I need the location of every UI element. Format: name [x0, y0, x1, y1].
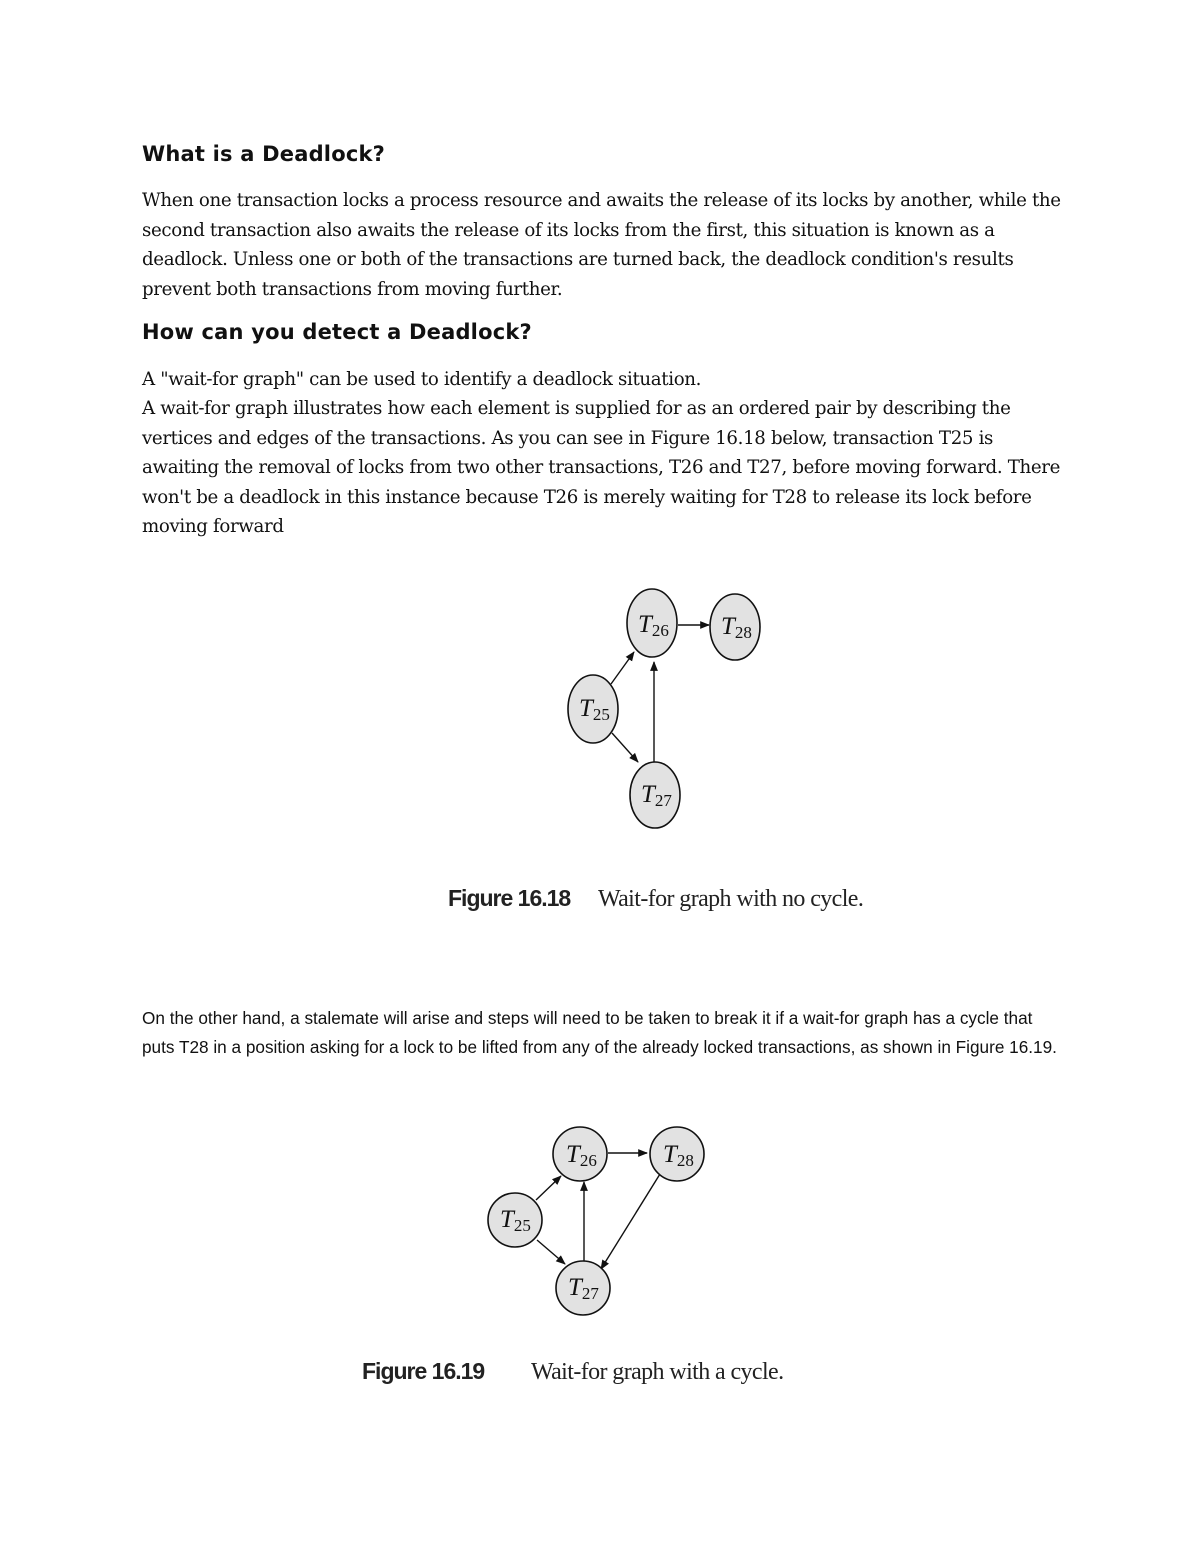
node-label-letter: T: [568, 1274, 582, 1301]
node-label-letter: T: [579, 695, 593, 722]
figure-caption-text: Wait-for graph with a cycle.: [531, 1359, 784, 1385]
node-label-sub: 27: [654, 791, 672, 810]
paragraph-wait-for-explanation: A wait-for graph illustrates how each element is supplied for as an ordered pair by describing the vertices and edges of the transactions. As you can see in Figure 16.18 below, transaction T25 is awaiting the removal of locks from two other transactions, T26 and T27, before moving forward. There won't be a deadlock in this instance because T26 is merely waiting for T28 to release its lock before moving forward: [142, 398, 1061, 538]
edge-t25-t27: [537, 1240, 565, 1264]
edge-t25-t26: [536, 1176, 561, 1200]
node-label-letter: T: [641, 781, 655, 808]
node-label-sub: 28: [734, 623, 752, 642]
node-label-sub: 26: [579, 1151, 597, 1170]
heading-what-is-deadlock: What is a Deadlock?: [142, 142, 386, 166]
node-label-letter: T: [663, 1141, 677, 1168]
heading-detect-deadlock: How can you detect a Deadlock?: [142, 320, 532, 344]
figure-caption-text: Wait-for graph with no cycle.: [598, 886, 864, 912]
node-label-sub: 25: [513, 1216, 531, 1235]
node-label-sub: 25: [592, 705, 610, 724]
node-label-sub: 27: [581, 1284, 599, 1303]
figure-caption-number: Figure 16.18: [448, 885, 571, 911]
node-label-letter: T: [500, 1206, 514, 1233]
node-label-letter: T: [638, 611, 652, 638]
node-label-sub: 26: [651, 621, 669, 640]
paragraph-stalemate: On the other hand, a stalemate will arise and steps will need to be taken to break it if a wait-for graph has a cycle that puts T28 in a position asking for a lock to be lifted from any of the already locked transactions, as shown in Figure 16.19.: [142, 1008, 1057, 1057]
node-label-sub: 28: [676, 1151, 694, 1170]
figure-caption-number: Figure 16.19: [362, 1358, 485, 1384]
paragraph-deadlock-definition: When one transaction locks a process resource and awaits the release of its locks by another, while the second transaction also awaits the release of its locks from the first, this situation is known as a deadlock. Unless one or both of the transactions are turned back, the deadlock condition's results prevent both transactions from moving further.: [142, 190, 1061, 300]
node-label-letter: T: [566, 1141, 580, 1168]
paragraph-wait-for-intro: A "wait-for graph" can be used to identify a deadlock situation.: [142, 369, 702, 390]
node-label-letter: T: [721, 613, 735, 640]
edge-t28-t27: [601, 1174, 660, 1269]
